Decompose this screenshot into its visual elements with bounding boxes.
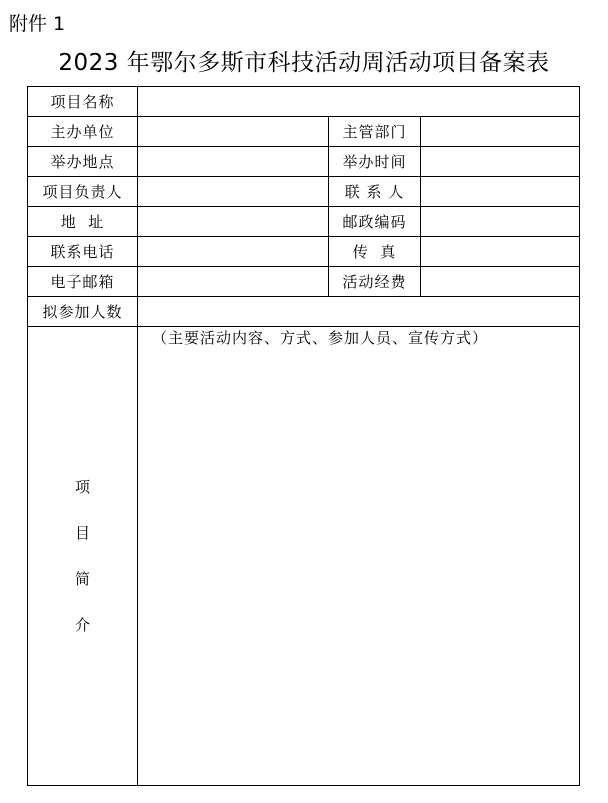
intro-label-char: 介 (74, 616, 90, 634)
intro-label-char: 简 (74, 570, 90, 588)
form-row-intro (28, 327, 580, 786)
organizer-label: 主办单位 (28, 117, 138, 147)
phone-field[interactable] (138, 237, 329, 267)
email-label: 电子邮箱 (28, 267, 138, 297)
participants-label: 拟参加人数 (28, 297, 138, 327)
venue-field[interactable] (138, 147, 329, 177)
form-title: 2023 年鄂尔多斯市科技活动周活动项目备案表 (58, 50, 550, 76)
intro-hint: （主要活动内容、方式、参加人员、宣传方式） (152, 329, 489, 347)
contact-label: 联 系 人 (329, 177, 421, 207)
supervisor-field[interactable] (421, 117, 580, 147)
organizer-field[interactable] (138, 117, 329, 147)
intro-label-char: 目 (74, 524, 90, 542)
budget-label: 活动经费 (329, 267, 421, 297)
leader-field[interactable] (138, 177, 329, 207)
fax-label: 传 真 (329, 237, 421, 267)
intro-label-char: 项 (74, 478, 90, 496)
form-row-phone (28, 237, 580, 267)
time-label: 举办时间 (329, 147, 421, 177)
postcode-field[interactable] (421, 207, 580, 237)
project-name-field[interactable] (138, 87, 580, 117)
participants-field[interactable] (138, 297, 580, 327)
project-intro-label (28, 327, 138, 786)
attachment-label: 附件 1 (9, 13, 66, 35)
leader-label: 项目负责人 (28, 177, 138, 207)
form-row-participants (28, 297, 580, 327)
budget-field[interactable] (421, 267, 580, 297)
postcode-label: 邮政编码 (329, 207, 421, 237)
email-field[interactable] (138, 267, 329, 297)
project-intro-field[interactable] (138, 327, 580, 786)
venue-label: 举办地点 (28, 147, 138, 177)
contact-field[interactable] (421, 177, 580, 207)
form-row-leader (28, 177, 580, 207)
project-name-label: 项目名称 (28, 87, 138, 117)
form-row-venue (28, 147, 580, 177)
time-field[interactable] (421, 147, 580, 177)
phone-label: 联系电话 (28, 237, 138, 267)
form-row-project-name (28, 87, 580, 117)
form-row-address (28, 207, 580, 237)
address-field[interactable] (138, 207, 329, 237)
form-row-organizer (28, 117, 580, 147)
supervisor-label: 主管部门 (329, 117, 421, 147)
fax-field[interactable] (421, 237, 580, 267)
address-label: 地 址 (28, 207, 138, 237)
registration-form (27, 86, 580, 786)
form-row-email (28, 267, 580, 297)
